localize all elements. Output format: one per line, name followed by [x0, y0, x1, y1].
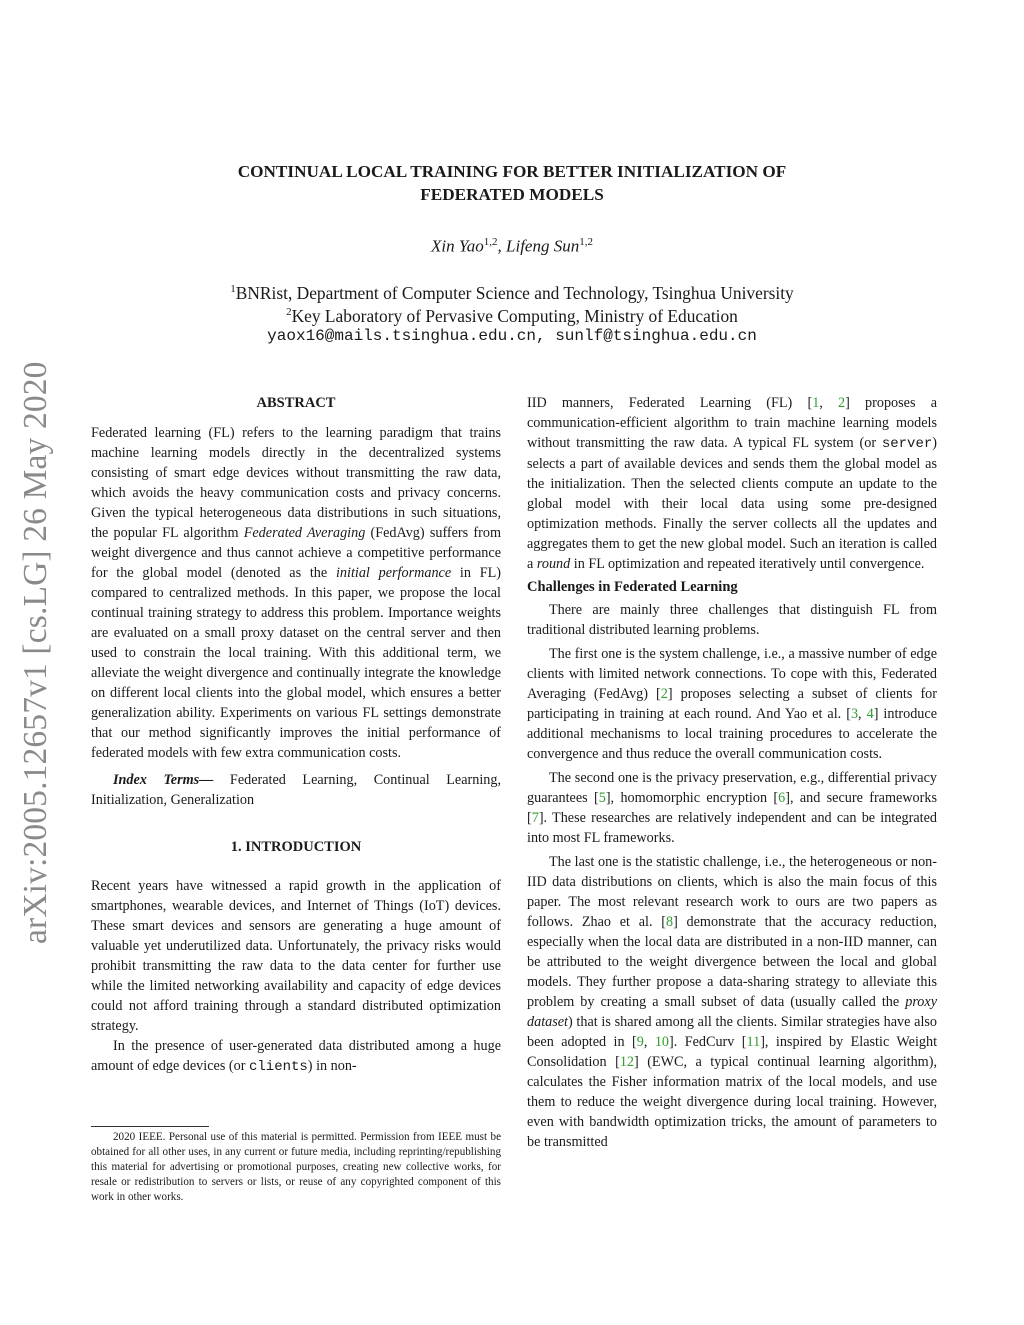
abstract-heading: ABSTRACT — [256, 395, 336, 411]
author-list: Xin Yao$^{1,2}$, Lifeng Sun$^{1,2}$ — [431, 236, 593, 256]
citation-link[interactable]: 7 — [531, 810, 539, 826]
citation-link[interactable]: 9 — [636, 1034, 644, 1050]
citation-link[interactable]: 3 — [850, 706, 859, 722]
footnote-rule — [91, 1126, 209, 1127]
affiliation-2-text: Key Laboratory of Pervasive Computing, Ministry of Education — [291, 305, 738, 326]
challenges-paragraph-1: There are mainly three challenges that distinguish FL from traditional distributed learning problems. — [527, 602, 937, 638]
challenges-paragraph-4: The last one is the statistic challenge, i.e., the heterogeneous or non-IID data distributions on clients, which is also the main focus of this paper. The most relevant research work to ours are two papers as follows. Zhao et al. [8] demonstrate that the accuracy reduction, especially when the local data are distributed in a non-IID manner, can be attributed to the weight divergence between the local and global models. They further propose a data-sharing strategy to alleviate this problem by creating a small subset of data (usually called the proxy dataset) that is shared among all the clients. Similar strategies have also been adopted in [9, 10]. FedCurv [11], inspired by Elastic Weight Consolidation [12] (EWC, a typical continual learning algorithm), calculates the Fisher information matrix of the local models, and use them to reduce the weight divergence during local training. However, even with bandwidth optimization tricks, the amount of parameters to be transmitted — [527, 854, 938, 1150]
citation-link[interactable]: 12 — [619, 1054, 634, 1070]
affiliation-2-mark: 2 — [286, 306, 292, 318]
arxiv-identifier: arXiv:2005.12657v1 [cs.LG] 26 May 2020 — [17, 361, 54, 944]
left-column — [91, 393, 501, 1077]
author-1-affiliation-mark: 1,2 — [483, 236, 498, 248]
author-1: Xin Yao — [431, 236, 484, 256]
citation-link[interactable]: 2 — [660, 686, 668, 702]
citation-link[interactable]: 4 — [866, 706, 874, 722]
copyright-footnote: 2020 IEEE. Personal use of this material is permitted. Permission from IEEE must be obtained for all other uses, in any current or future media, including reprinting/republishing this material for advertising or promotional purposes, creating new collective works, for resale or redistribution to servers or lists, or reuse of any copyrighted component of this work in other works. — [91, 1131, 501, 1203]
title-line-1: CONTINUAL LOCAL TRAINING FOR BETTER INITIALIZATION OF — [237, 162, 787, 181]
challenges-paragraph-2: The first one is the system challenge, i.e., a massive number of edge clients with limited network connections. To cope with this, Federated Averaging (FedAvg) [2] proposes selecting a subset of clients for participating in training at each round. And Yao et al. [3, 4] introduce additional mechanisms to local training procedures to accelerate the convergence and thus reduce the overall communication costs. — [527, 646, 937, 762]
abstract-text: Federated learning (FL) refers to the learning paradigm that trains machine learning models directly in the decentralized systems consisting of smart edge devices without transmitting the raw data, which avoids the heavy communication costs and privacy concerns. Given the typical heterogeneous data distributions in such situations, the popular FL algorithm Federated Averaging (FedAvg) suffers from weight divergence and thus cannot achieve a competitive performance for the global model (denoted as the initial performance in FL) compared to centralized methods. In this paper, we propose the local continual training strategy to address this problem. Importance weights are evaluated on a small proxy dataset on the central server and then used to constrain the local training. With this additional term, we alleviate the weight divergence and continually integrate the knowledge on different local clients into the global model, which ensures a better generalization ability. Experiments on various FL settings demonstrate that our method significantly improves the initial performance of federated models with few extra communication costs. — [91, 425, 501, 761]
citation-link[interactable]: 11 — [746, 1034, 761, 1050]
affiliation-1-text: BNRist, Department of Computer Science and Technology, Tsinghua University — [235, 282, 794, 303]
intro-paragraph-2: In the presence of user-generated data distributed among a huge amount of edge devices (or clients) in non- — [91, 1038, 501, 1075]
challenges-paragraph-3: The second one is the privacy preservation, e.g., differential privacy guarantees [5], homomorphic encryption [6], and secure frameworks [7]. These researches are relatively independent and can be integrated into most FL frameworks. — [527, 770, 937, 846]
citation-link[interactable]: 1 — [812, 395, 820, 411]
author-2: Lifeng Sun — [506, 236, 580, 256]
intro-paragraph-1: Recent years have witnessed a rapid growth in the application of smartphones, wearable devices, and Internet of Things (IoT) devices. These smart devices and sensors are generating a huge amount of valuable yet underutilized data. Unfortunately, the privacy risks would prohibit transmitting the raw data to the data center for further use while the limited networking availability and capacity of edge devices could not afford training through a standard distributed optimization strategy. — [91, 878, 501, 1034]
index-terms-label: Index Terms— — [113, 772, 214, 788]
right-paragraph-1: IID manners, Federated Learning (FL) [1, 2] proposes a communication-efficient algorithm to train machine learning models without transmitting the raw data. A typical FL system (or server) selects a part of available devices and sends them the global model as the initialization. Then the selected clients compute an update to the global model with their local data using some pre-designed optimization methods. Finally the server collects all the updates and aggregates them to get the new global model. Such an iteration is called a round in FL optimization and repeated iteratively until convergence. — [527, 395, 937, 572]
paper-title — [150, 160, 874, 206]
citation-link[interactable]: 6 — [778, 790, 786, 806]
index-terms: Index Terms— Federated Learning, Continual Learning, Initialization, Generalization — [91, 772, 501, 808]
citation-link[interactable]: 5 — [598, 790, 606, 806]
right-column — [527, 393, 937, 1152]
author-emails: yaox16@mails.tsinghua.edu.cn, sunlf@tsinghua.edu.cn — [267, 327, 757, 345]
citation-link[interactable]: 2 — [838, 395, 846, 411]
introduction-heading: 1. INTRODUCTION — [230, 839, 362, 855]
title-line-2: FEDERATED MODELS — [420, 185, 604, 204]
author-2-affiliation-mark: 1,2 — [579, 236, 593, 248]
affiliation-1-mark: 1 — [230, 283, 236, 295]
challenges-heading: Challenges in Federated Learning — [527, 579, 738, 595]
citation-link[interactable]: 8 — [665, 914, 674, 930]
citation-link[interactable]: 10 — [654, 1034, 669, 1050]
